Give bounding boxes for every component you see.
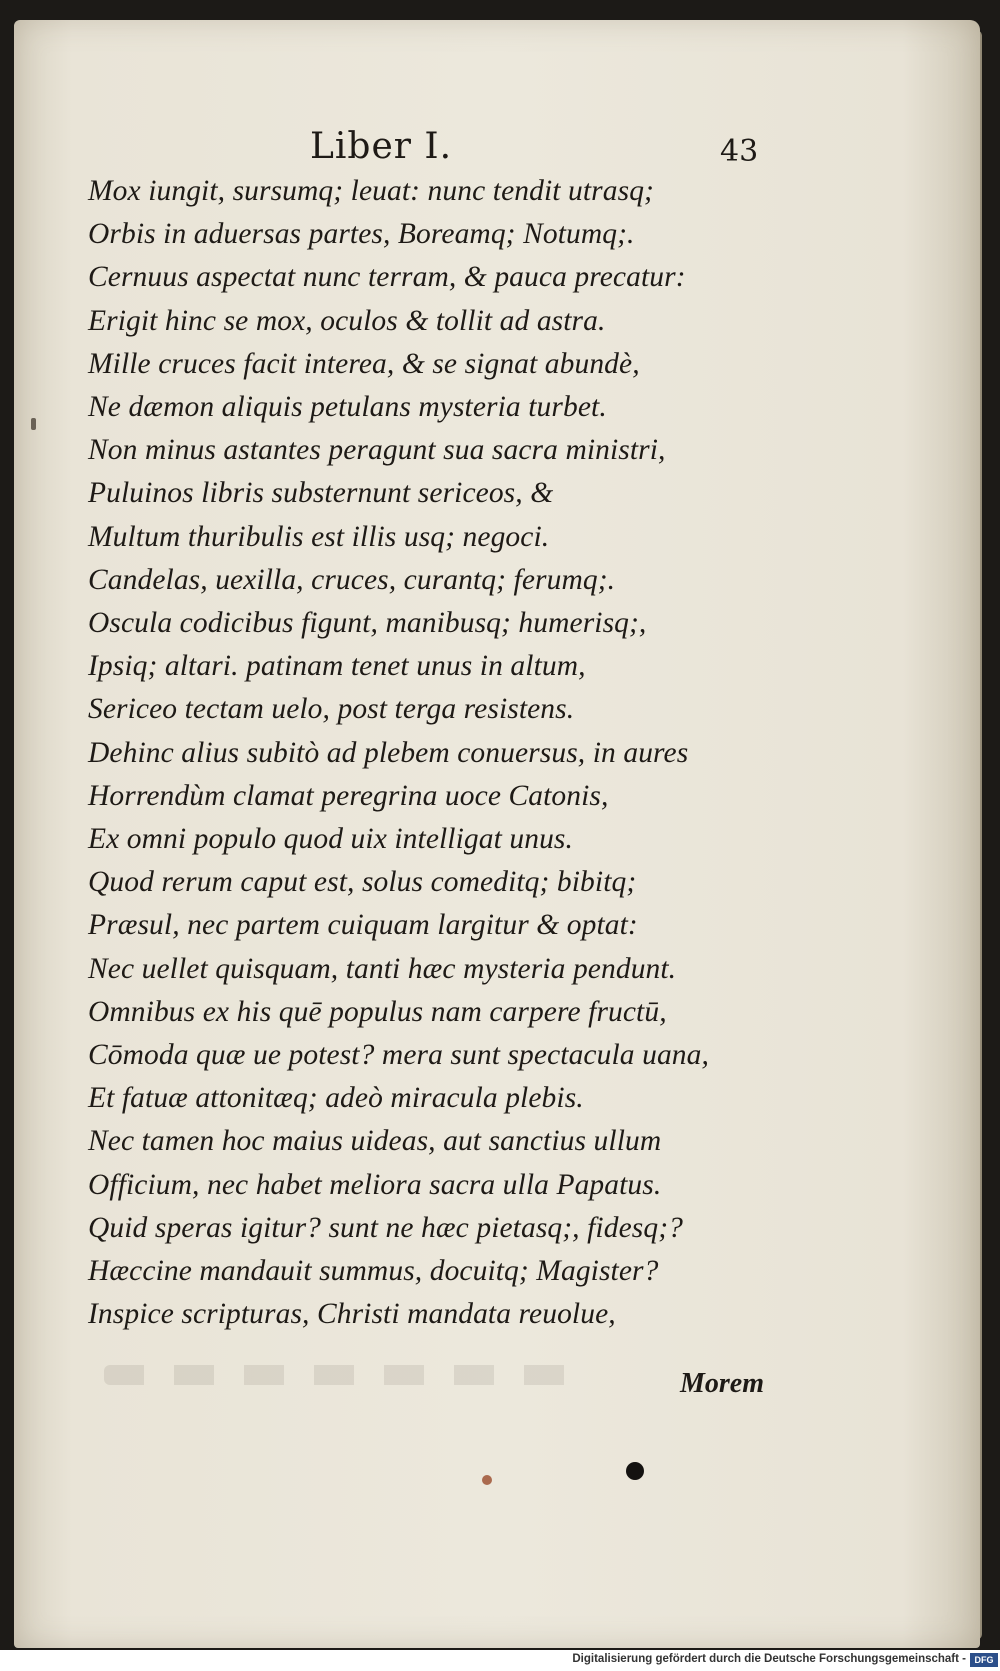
foxing-spot	[482, 1475, 492, 1485]
verse-line: Nec uellet quisquam, tanti hæc mysteria pendunt.	[88, 952, 677, 985]
margin-mark	[31, 418, 36, 430]
verse-line: Ex omni populo quod uix intelligat unus.	[88, 823, 573, 856]
verse-line: Non minus astantes peragunt sua sacra ministri,	[88, 434, 666, 467]
verse-line: Orbis in aduersas partes, Boreamq; Notumq;.	[88, 218, 635, 251]
show-through-text	[104, 1365, 574, 1385]
verse-line: Quod rerum caput est, solus comeditq; bibitq;	[88, 866, 637, 899]
page-header	[88, 120, 788, 170]
verse-line: Multum thuribulis est illis usq; negoci.	[88, 520, 550, 553]
verse-line: Erigit hinc se mox, oculos & tollit ad astra.	[88, 304, 606, 337]
verse-line: Officium, nec habet meliora sacra ulla Papatus.	[88, 1168, 662, 1201]
verse-lines	[88, 170, 788, 1336]
text-block	[88, 120, 788, 1336]
verse-line: Et fatuæ attonitæq; adeò miracula plebis.	[88, 1082, 584, 1115]
verse-line: Mox iungit, sursumq; leuat: nunc tendit utrasq;	[88, 175, 654, 207]
verse-line: Cōmoda quæ ue potest? mera sunt spectacula uana,	[88, 1039, 709, 1072]
catchword: Morem	[680, 1368, 764, 1399]
verse-line: Inspice scripturas, Christi mandata reuolue,	[88, 1298, 616, 1331]
verse-line: Nec tamen hoc maius uideas, aut sanctius ullum	[88, 1125, 662, 1158]
verse-line: Præsul, nec partem cuiquam largitur & optat:	[88, 909, 638, 942]
ink-spot	[626, 1462, 644, 1480]
verse-line: Mille cruces facit interea, & se signat abundè,	[88, 347, 640, 380]
verse-line: Ipsiq; altari. patinam tenet unus in altum,	[88, 650, 586, 683]
verse-line: Puluinos libris substernunt sericeos, &	[88, 477, 554, 510]
verse-line: Candelas, uexilla, cruces, curantq; ferumq;.	[88, 563, 616, 596]
funding-credit: Digitalisierung gefördert durch die Deutsche Forschungsgemeinschaft -	[572, 1653, 966, 1665]
verse-line: Quid speras igitur? sunt ne hæc pietasq;, fidesq;?	[88, 1211, 683, 1244]
verse-line: Horrendùm clamat peregrina uoce Catonis,	[88, 779, 609, 812]
verse-line: Oscula codicibus figunt, manibusq; humerisq;,	[88, 607, 647, 640]
dfg-logo: DFG	[970, 1653, 998, 1667]
book-page	[14, 20, 980, 1648]
verse-line: Dehinc alius subitò ad plebem conuersus, in aures	[88, 736, 689, 769]
folio-number: 43	[720, 134, 759, 169]
verse-line: Hæccine mandauit summus, docuitq; Magister?	[88, 1255, 659, 1288]
running-head: Liber I.	[310, 126, 453, 167]
footer-bar	[0, 1650, 1000, 1671]
verse-line: Sericeo tectam uelo, post terga resistens.	[88, 693, 575, 726]
verse-line: Omnibus ex his quē populus nam carpere fructū,	[88, 995, 667, 1028]
verse-line: Ne dæmon aliquis petulans mysteria turbet.	[88, 391, 607, 424]
verse-line: Cernuus aspectat nunc terram, & pauca precatur:	[88, 261, 686, 294]
